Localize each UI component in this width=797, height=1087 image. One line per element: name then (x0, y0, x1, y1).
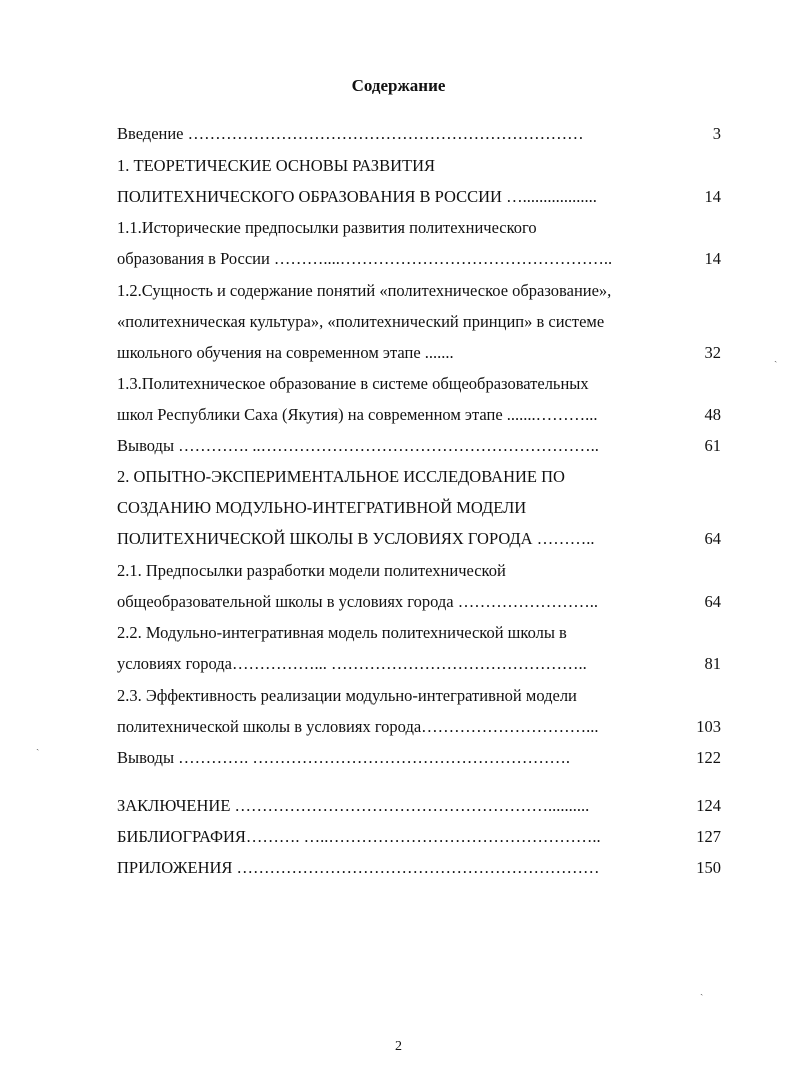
toc-appendices: ПРИЛОЖЕНИЯ ………………………………………………………… (117, 858, 600, 877)
toc-s12-line1: 1.2.Сущность и содержание понятий «политехническое образование», (117, 281, 612, 300)
toc-s11-page: 14 (704, 249, 721, 268)
toc-s13-line2: школ Республики Саха (Якутия) на современном этапе .......………... (117, 405, 598, 424)
toc-ch1-page: 14 (704, 187, 721, 206)
toc-ch2-line2: СОЗДАНИЮ МОДУЛЬНО-ИНТЕГРАТИВНОЙ МОДЕЛИ (117, 498, 527, 517)
toc-bibliography-page: 127 (696, 827, 721, 846)
toc-intro-page: 3 (712, 124, 721, 143)
toc-s23-page: 103 (696, 717, 721, 736)
toc-conclusion: ЗАКЛЮЧЕНИЕ ………………………………………………….......... (117, 796, 590, 815)
toc-bibliography: БИБЛИОГРАФИЯ………. …..………………………………………….. (117, 827, 601, 846)
toc-s23-line1: 2.3. Эффективность реализации модульно-интегративной модели (117, 686, 577, 705)
toc-s12-page: 32 (704, 343, 721, 362)
scan-speck: ˎ (774, 352, 778, 363)
toc-s13-line1: 1.3.Политехническое образование в системе общеобразовательных (117, 374, 589, 393)
toc-s21-line2: общеобразовательной школы в условиях города …………………….. (117, 592, 599, 611)
toc-s22-line1: 2.2. Модульно-интегративная модель политехнической школы в (117, 623, 567, 642)
toc-ch2-line1: 2. ОПЫТНО-ЭКСПЕРИМЕНТАЛЬНОЕ ИССЛЕДОВАНИЕ ПО (117, 467, 565, 486)
scan-speck: ˏ (700, 985, 704, 996)
toc-appendices-page: 150 (696, 858, 721, 877)
toc-s11-line2: образования в России ………....………………………………………….. (117, 249, 613, 268)
toc-conclusions-1: Выводы …………. ..…………………………………………………….. (117, 436, 599, 455)
toc-s12-line3: школьного обучения на современном этапе ....... (117, 343, 454, 362)
toc-conclusions-2-page: 122 (696, 748, 721, 767)
toc-s22-page: 81 (704, 654, 721, 673)
toc-conclusions-1-page: 61 (704, 436, 721, 455)
toc-conclusions-2: Выводы …………. …………………………………………………. (117, 748, 571, 767)
toc-ch1-line2: ПОЛИТЕХНИЧЕСКОГО ОБРАЗОВАНИЯ В РОССИИ ….................. (117, 187, 597, 206)
toc-s23-line2: политехнической школы в условиях города…………………………... (117, 717, 599, 736)
scan-speck: ˏ (36, 740, 40, 751)
toc-s21-page: 64 (704, 592, 721, 611)
toc-ch1-line1: 1. ТЕОРЕТИЧЕСКИЕ ОСНОВЫ РАЗВИТИЯ (117, 156, 435, 175)
page-number: 2 (395, 1039, 402, 1054)
toc-conclusion-page: 124 (696, 796, 721, 815)
page-title: Содержание (351, 76, 446, 95)
toc-s13-page: 48 (704, 405, 721, 424)
toc-ch2-page: 64 (704, 529, 721, 548)
toc-s22-line2: условиях города……………... ……………………………………….. (117, 654, 587, 673)
toc-ch2-line3: ПОЛИТЕХНИЧЕСКОЙ ШКОЛЫ В УСЛОВИЯХ ГОРОДА ……….. (117, 529, 595, 548)
toc-s11-line1: 1.1.Исторические предпосылки развития политехнического (117, 218, 537, 237)
toc-intro: Введение ……………………………………………………………… (117, 124, 584, 143)
toc-s21-line1: 2.1. Предпосылки разработки модели политехнической (117, 561, 506, 580)
toc-s12-line2: «политехническая культура», «политехнический принцип» в системе (117, 312, 605, 331)
